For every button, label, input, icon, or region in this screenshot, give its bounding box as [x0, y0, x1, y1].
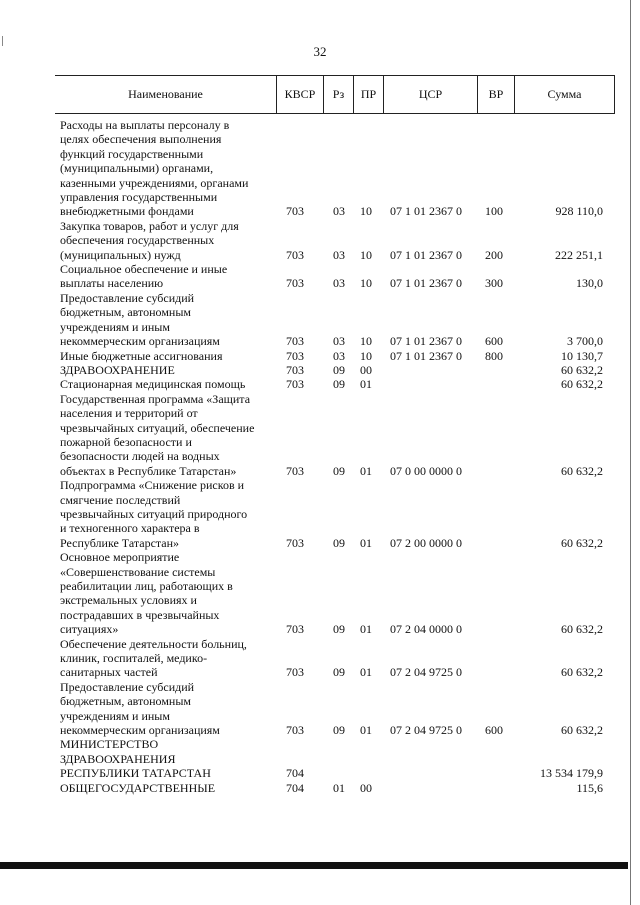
cell-kvsr: 703	[286, 334, 304, 349]
cell-kvsr: 703	[286, 377, 304, 392]
cell-csr: 07 1 01 2367 0	[390, 276, 462, 291]
cell-sum: 222 251,1	[555, 247, 603, 262]
row-name-line: учреждениям и иным	[60, 708, 170, 723]
row-name-line: «Совершенствование системы	[60, 564, 216, 579]
cell-rz: 03	[333, 204, 345, 219]
cell-sum: 60 632,2	[561, 377, 603, 392]
row-name	[55, 637, 267, 680]
table-header	[55, 75, 615, 114]
row-name-line: Подпрограмма «Снижение рисков и	[60, 478, 245, 493]
header-vr: ВР	[477, 76, 514, 113]
cell-kvsr: 703	[286, 204, 304, 219]
cell-vr: 200	[485, 247, 503, 262]
cell-sum: 3 700,0	[567, 334, 603, 349]
cell-csr: 07 1 01 2367 0	[390, 247, 462, 262]
row-name-line: Республике Татарстан»	[60, 535, 180, 550]
cell-kvsr: 703	[286, 463, 304, 478]
cell-kvsr: 703	[286, 622, 304, 637]
row-name-line: Стационарная медицинская помощь	[60, 377, 246, 392]
row-name-line: внебюджетными фондами	[60, 204, 194, 219]
cell-pr: 10	[360, 348, 372, 363]
cell-pr: 01	[360, 622, 372, 637]
cell-rz: 03	[333, 348, 345, 363]
cell-rz: 09	[333, 723, 345, 738]
cell-rz: 09	[333, 362, 345, 377]
cell-rz: 09	[333, 463, 345, 478]
cell-vr: 100	[485, 204, 503, 219]
cell-sum: 60 632,2	[561, 723, 603, 738]
scan-border	[0, 862, 628, 869]
row-name-line: чрезвычайных ситуаций, обеспечение	[60, 420, 255, 435]
cell-rz: 09	[333, 535, 345, 550]
row-name-line: ЗДРАВООХРАНЕНИЯ	[60, 751, 176, 766]
table-row	[55, 781, 615, 795]
row-name	[55, 291, 267, 349]
row-name-line: Основное мероприятие	[60, 550, 180, 565]
row-name-line: клиник, госпиталей, медико-	[60, 651, 208, 666]
cell-pr: 01	[360, 463, 372, 478]
cell-sum: 60 632,2	[561, 622, 603, 637]
header-kvsr: КВСР	[276, 76, 323, 113]
cell-kvsr: 703	[286, 362, 304, 377]
cell-pr: 01	[360, 535, 372, 550]
cell-rz: 03	[333, 276, 345, 291]
row-name	[55, 550, 267, 636]
cell-csr: 07 2 04 9725 0	[390, 723, 462, 738]
cell-kvsr: 703	[286, 247, 304, 262]
cell-kvsr: 704	[286, 780, 304, 795]
table-row	[55, 291, 615, 349]
table-row	[55, 637, 615, 680]
cell-sum: 60 632,2	[561, 362, 603, 377]
cell-rz: 09	[333, 377, 345, 392]
cell-kvsr: 703	[286, 535, 304, 550]
row-name-line: и техногенного характера в	[60, 521, 200, 536]
row-name-line: бюджетным, автономным	[60, 694, 191, 709]
cell-rz: 03	[333, 247, 345, 262]
cell-pr: 10	[360, 204, 372, 219]
row-name-line: чрезвычайных ситуаций природного	[60, 506, 248, 521]
cell-sum: 10 130,7	[561, 348, 603, 363]
table-row	[55, 478, 615, 550]
header-pr: ПР	[353, 76, 383, 113]
cell-pr: 01	[360, 723, 372, 738]
row-name-line: ЗДРАВООХРАНЕНИЕ	[60, 362, 175, 377]
row-name-line: (муниципальных) нужд	[60, 247, 181, 262]
cell-rz: 09	[333, 622, 345, 637]
table-row	[55, 550, 615, 636]
cell-sum: 60 632,2	[561, 665, 603, 680]
row-name-line: ОБЩЕГОСУДАРСТВЕННЫЕ	[60, 780, 216, 795]
row-name	[55, 377, 267, 391]
row-name-line: Социальное обеспечение и иные	[60, 262, 228, 277]
cell-kvsr: 703	[286, 276, 304, 291]
cell-sum: 60 632,2	[561, 463, 603, 478]
row-name-line: целях обеспечения выполнения	[60, 132, 222, 147]
row-name-line: смягчение последствий	[60, 492, 181, 507]
cell-vr: 300	[485, 276, 503, 291]
row-name	[55, 680, 267, 738]
header-sum: Сумма	[514, 76, 615, 113]
row-name	[55, 781, 267, 795]
cell-vr: 800	[485, 348, 503, 363]
row-name	[55, 737, 267, 780]
row-name-line: некоммерческим организациям	[60, 334, 220, 349]
table-row	[55, 377, 615, 391]
cell-sum: 13 534 179,9	[540, 766, 603, 781]
row-name-line: РЕСПУБЛИКИ ТАТАРСТАН	[60, 766, 211, 781]
row-name	[55, 363, 267, 377]
cell-vr: 600	[485, 334, 503, 349]
header-csr: ЦСР	[383, 76, 477, 113]
table-row	[55, 680, 615, 738]
row-name-line: функций государственными	[60, 146, 204, 161]
cell-rz: 03	[333, 334, 345, 349]
row-name-line: некоммерческим организациям	[60, 723, 220, 738]
row-name-line: бюджетным, автономным	[60, 305, 191, 320]
cell-kvsr: 703	[286, 348, 304, 363]
row-name-line: Иные бюджетные ассигнования	[60, 348, 223, 363]
cell-rz: 01	[333, 780, 345, 795]
page-edge	[630, 0, 631, 905]
table-row	[55, 262, 615, 291]
cell-csr: 07 1 01 2367 0	[390, 204, 462, 219]
row-name-line: выплаты населению	[60, 276, 164, 291]
row-name-line: Обеспечение деятельности больниц,	[60, 636, 247, 651]
row-name-line: МИНИСТЕРСТВО	[60, 737, 159, 752]
row-name-line: Предоставление субсидий	[60, 679, 195, 694]
cell-kvsr: 704	[286, 766, 304, 781]
row-name-line: экстремальных условиях и	[60, 593, 197, 608]
table-row	[55, 363, 615, 377]
header-rz: Рз	[323, 76, 353, 113]
cell-pr: 01	[360, 377, 372, 392]
row-name-line: казенными учреждениями, органами	[60, 175, 249, 190]
row-name-line: учреждениям и иным	[60, 319, 170, 334]
row-name-line: обеспечения государственных	[60, 233, 215, 248]
cell-csr: 07 2 00 0000 0	[390, 535, 462, 550]
row-name-line: (муниципальными) органами,	[60, 161, 214, 176]
header-name: Наименование	[128, 87, 203, 101]
table-row	[55, 349, 615, 363]
table-row	[55, 392, 615, 478]
cell-pr: 01	[360, 665, 372, 680]
row-name-line: Расходы на выплаты персоналу в	[60, 118, 230, 132]
table-row	[55, 737, 615, 780]
cell-kvsr: 703	[286, 665, 304, 680]
row-name-line: пострадавших в чрезвычайных	[60, 607, 220, 622]
cell-csr: 07 2 04 9725 0	[390, 665, 462, 680]
row-name-line: пожарной безопасности и	[60, 434, 192, 449]
row-name-line: ситуациях»	[60, 622, 119, 637]
cell-csr: 07 2 04 0000 0	[390, 622, 462, 637]
page-number: 32	[313, 44, 327, 59]
row-name	[55, 262, 267, 291]
cell-rz: 09	[333, 665, 345, 680]
row-name-line: объектах в Республике Татарстан»	[60, 463, 237, 478]
row-name-line: безопасности людей на водных	[60, 449, 220, 464]
row-name	[55, 392, 267, 478]
row-name-line: Государственная программа «Защита	[60, 391, 251, 406]
cell-vr: 600	[485, 723, 503, 738]
cell-sum: 115,6	[576, 780, 603, 795]
cell-pr: 10	[360, 247, 372, 262]
row-name-line: управления государственными	[60, 190, 218, 205]
table-body	[55, 118, 615, 795]
cell-pr: 10	[360, 334, 372, 349]
cell-sum: 928 110,0	[555, 204, 603, 219]
row-name	[55, 478, 267, 550]
table-row	[55, 219, 615, 262]
row-name-line: санитарных частей	[60, 665, 158, 680]
cell-pr: 10	[360, 276, 372, 291]
row-name	[55, 349, 267, 363]
cell-sum: 130,0	[576, 276, 603, 291]
cell-pr: 00	[360, 362, 372, 377]
table-row	[55, 118, 615, 219]
row-name-line: населения и территорий от	[60, 406, 198, 421]
cell-csr: 07 1 01 2367 0	[390, 348, 462, 363]
cell-pr: 00	[360, 780, 372, 795]
cell-csr: 07 1 01 2367 0	[390, 334, 462, 349]
row-name-line: Предоставление субсидий	[60, 290, 195, 305]
row-name-line: Закупка товаров, работ и услуг для	[60, 218, 239, 233]
row-name-line: реабилитации лиц, работающих в	[60, 579, 233, 593]
row-name	[55, 118, 267, 219]
cell-sum: 60 632,2	[561, 535, 603, 550]
cell-csr: 07 0 00 0000 0	[390, 463, 462, 478]
row-name	[55, 219, 267, 262]
cell-kvsr: 703	[286, 723, 304, 738]
